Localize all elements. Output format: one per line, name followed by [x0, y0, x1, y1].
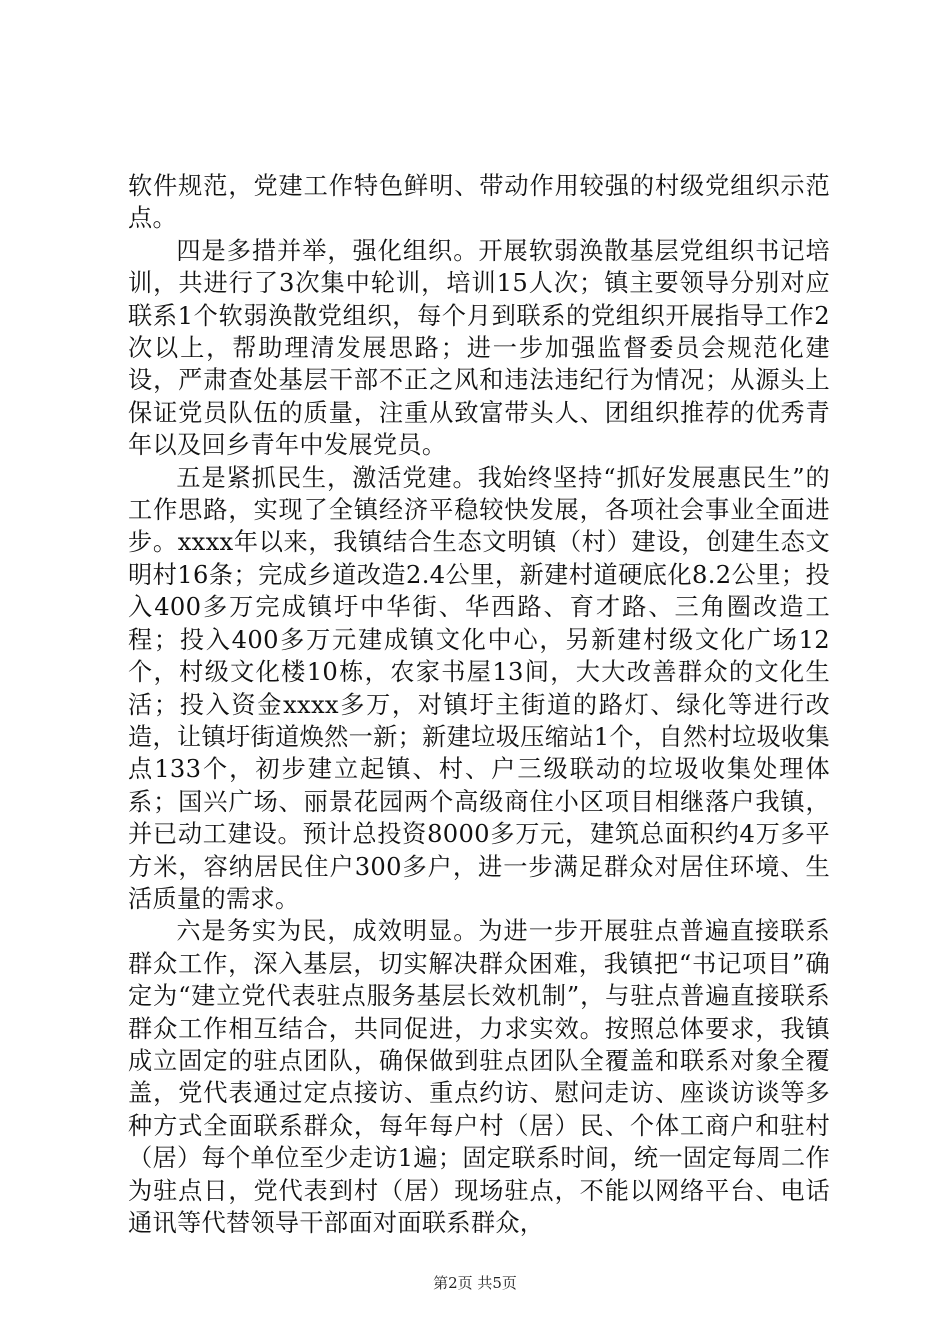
paragraph-livelihood: 五是紧抓民生，激活党建。我始终坚持“抓好发展惠民生”的工作思路，实现了全镇经济平稳较快发展，各项社会事业全面进步。xxxx年以来，我镇结合生态文明镇（村）建设，创建生态文明村16条；完成乡道改造2.4公里，新建村道硬底化8.2公里；投入400多万完成镇圩中华街、华西路、育才路、三角圈改造工程；投入400多万元建成镇文化中心，另新建村级文化广场12个，村级文化楼10栋，农家书屋13间，大大改善群众的文化生活；投入资金xxxx多万，对镇圩主街道的路灯、绿化等进行改造，让镇圩街道焕然一新；新建垃圾压缩站1个，自然村垃圾收集点133个，初步建立起镇、村、户三级联动的垃圾收集处理体系；国兴广场、丽景花园两个高级商住小区项目相继落户我镇，并已动工建设。预计总投资8000多万元，建筑总面积约4万多平方米，容纳居民住户300多户，进一步满足群众对居住环境、生活质量的需求。	[128, 463, 830, 913]
page-number-footer: 第2页 共5页	[433, 1274, 517, 1292]
paragraph-continued: 软件规范，党建工作特色鲜明、带动作用较强的村级党组织示范点。	[128, 172, 830, 233]
paragraph-serve-people: 六是务实为民，成效明显。为进一步开展驻点普遍直接联系群众工作，深入基层，切实解决群众困难，我镇把“书记项目”确定为“建立党代表驻点服务基层长效机制”，与驻点普遍直接联系群众工作相互结合，共同促进，力求实效。按照总体要求，我镇成立固定的驻点团队，确保做到驻点团队全覆盖和联系对象全覆盖，党代表通过定点接访、重点约访、慰问走访、座谈访谈等多种方式全面联系群众，每年每户村（居）民、个体工商户和驻村（居）每个单位至少走访1遍；固定联系时间，统一固定每周二作为驻点日，党代表到村（居）现场驻点，不能以网络平台、电话通讯等代替领导干部面对面联系群众，	[128, 917, 830, 1237]
document-body	[128, 170, 830, 1239]
paragraph-four-measures: 四是多措并举，强化组织。开展软弱涣散基层党组织书记培训，共进行了3次集中轮训，培训15人次；镇主要领导分别对应联系1个软弱涣散党组织，每个月到联系的党组织开展指导工作2次以上，帮助理清发展思路；进一步加强监督委员会规范化建设，严肃查处基层干部不正之风和违法违纪行为情况；从源头上保证党员队伍的质量，注重从致富带头人、团组织推荐的优秀青年以及回乡青年中发展党员。	[128, 236, 830, 460]
